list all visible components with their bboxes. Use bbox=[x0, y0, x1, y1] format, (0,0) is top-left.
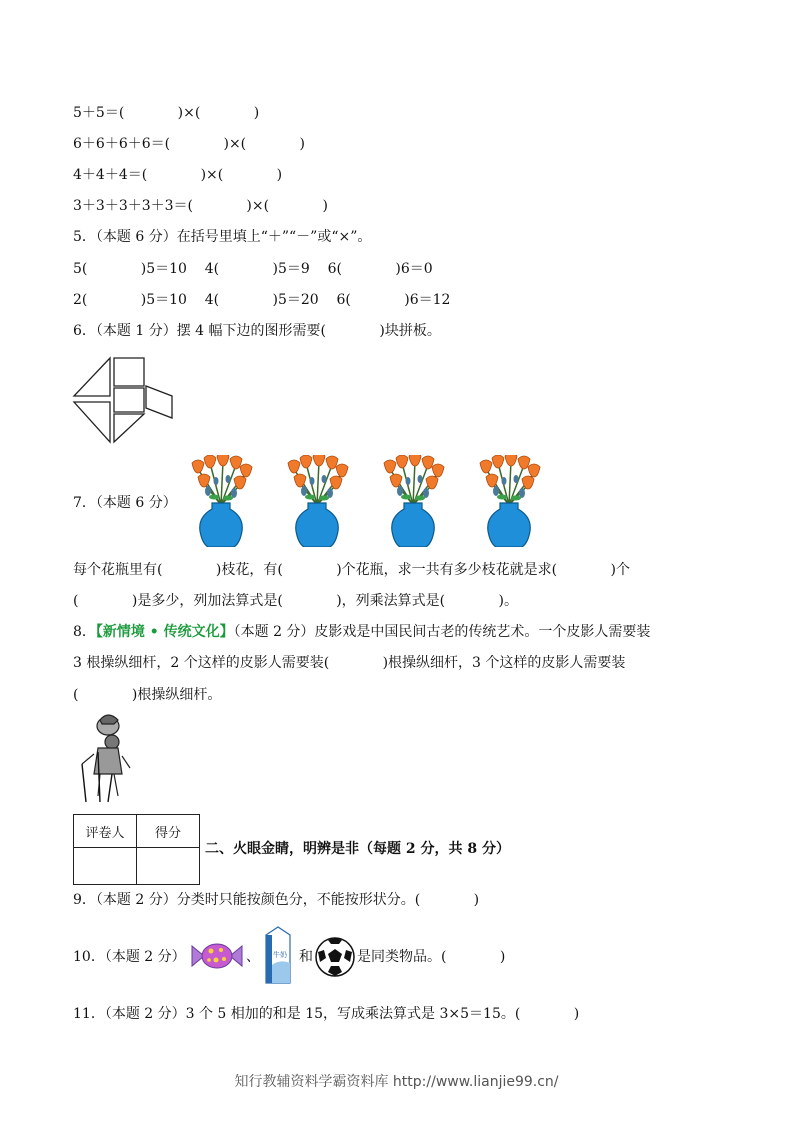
q7-line-2: ( )是多少，列加法算式是( )，列乘法算式是( )。 bbox=[73, 593, 518, 609]
q10-separator: 、 bbox=[246, 949, 260, 965]
score-table-grader-cell[interactable] bbox=[74, 848, 137, 885]
q8-tag: 【新情境 • 传统文化】 bbox=[95, 624, 234, 640]
q7-line-1: 每个花瓶里有( )枝花，有( )个花瓶，求一共有多少枝花就是求( )个 bbox=[73, 562, 630, 578]
q10-and: 和 bbox=[299, 949, 313, 965]
milk-carton-label: 牛奶 bbox=[273, 951, 287, 959]
q5-row-1: 5( )5＝10 4( )5＝9 6( )6＝0 bbox=[73, 261, 433, 277]
shadow-puppet-image bbox=[78, 712, 134, 804]
footer-watermark: 知行教辅资料学霸资料库 http://www.lianjie99.cn/ bbox=[234, 1074, 559, 1090]
q8-number: 8． bbox=[73, 624, 96, 640]
milk-carton-icon bbox=[262, 925, 294, 985]
q8-line-3: ( )根操纵细杆。 bbox=[73, 687, 222, 703]
q8-line-1 bbox=[73, 623, 650, 641]
q4-line-1: 5＋5＝( )×( ) bbox=[73, 105, 260, 121]
q10-label: 10．（本题 2 分） bbox=[73, 949, 186, 965]
q4-line-3: 4＋4＋4＝( )×( ) bbox=[73, 167, 283, 183]
q4-line-2: 6＋6＋6＋6＝( )×( ) bbox=[73, 136, 306, 152]
score-table-header-grader: 评卷人 bbox=[74, 815, 137, 848]
q9-text: 9．（本题 2 分）分类时只能按颜色分，不能按形状分。( ) bbox=[73, 892, 480, 908]
tangram-figure bbox=[72, 356, 176, 444]
q8-line-1-rest: （本题 2 分）皮影戏是中国民间古老的传统艺术。一个皮影人需要装 bbox=[233, 624, 651, 640]
score-table-header-score: 得分 bbox=[137, 815, 200, 848]
q5-row-2: 2( )5＝10 4( )5＝20 6( )6＝12 bbox=[73, 292, 451, 308]
soccer-ball-icon bbox=[314, 936, 356, 978]
score-table-score-cell[interactable] bbox=[137, 848, 200, 885]
q11-text: 11．（本题 2 分）3 个 5 相加的和是 15，写成乘法算式是 3×5＝15。( ) bbox=[73, 1006, 580, 1022]
q4-line-4: 3＋3＋3＋3＋3＝( )×( ) bbox=[73, 198, 328, 214]
flower-vases-illustration bbox=[178, 455, 550, 547]
section-2-title: 二、火眼金睛，明辨是非（每题 2 分，共 8 分） bbox=[205, 841, 510, 857]
q5-prompt: 5．（本题 6 分）在括号里填上“＋”“－”或“×”。 bbox=[73, 229, 372, 245]
q6-prompt: 6．（本题 1 分）摆 4 幅下边的图形需要( )块拼板。 bbox=[73, 323, 441, 339]
score-table bbox=[73, 814, 200, 885]
q10-rest: 是同类物品。( ) bbox=[357, 949, 506, 965]
candy-icon bbox=[190, 936, 244, 976]
q8-line-2: 3 根操纵细杆，2 个这样的皮影人需要装( )根操纵细杆，3 个这样的皮影人需要装 bbox=[73, 655, 626, 671]
q7-label: 7．（本题 6 分） bbox=[73, 495, 177, 511]
